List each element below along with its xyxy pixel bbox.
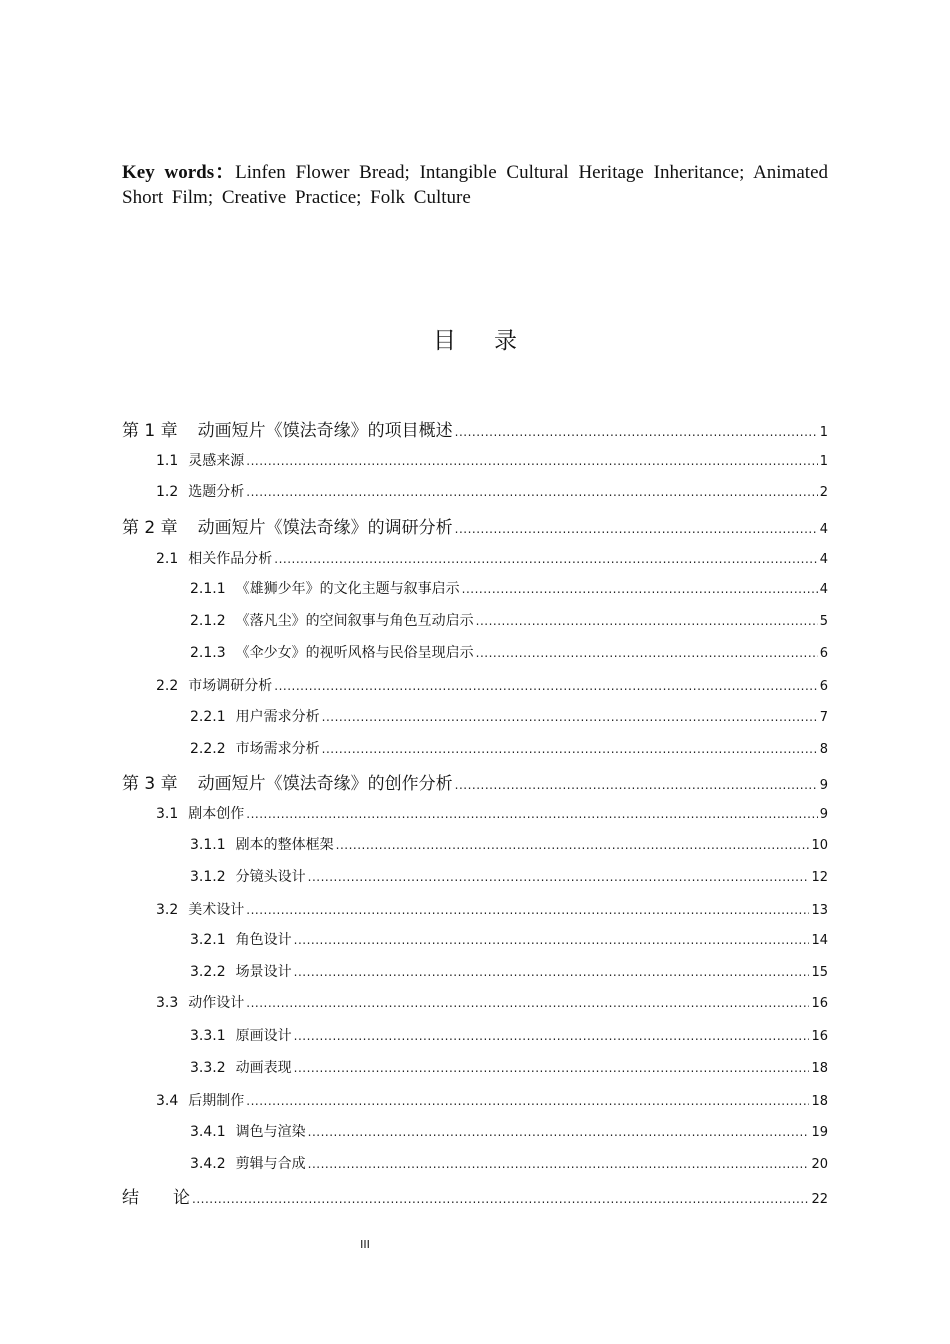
toc-entry-number: 3.2.1 [190, 932, 226, 948]
toc-entry-title: 动画短片《馍法奇缘》的创作分析 [197, 774, 453, 794]
toc-entry-number: 3.3.2 [190, 1060, 226, 1076]
toc-entry-2-1[interactable] [156, 548, 828, 568]
toc-dot-leader [294, 1061, 810, 1075]
toc-dot-leader [455, 778, 818, 792]
toc-entry-title: 剪辑与合成 [235, 1156, 306, 1172]
toc-entry-number: 2.1.3 [190, 645, 226, 661]
toc-entry-title: 动画短片《馍法奇缘》的项目概述 [197, 421, 453, 441]
toc-dot-leader [455, 425, 818, 439]
toc-entry-page: 20 [811, 1157, 828, 1172]
toc-entry-page: 18 [811, 1094, 828, 1109]
toc-dot-leader [246, 454, 817, 468]
toc-entry-3-3-1[interactable] [190, 1025, 828, 1045]
toc-entry-page: 9 [819, 807, 828, 822]
toc-entry-page: 6 [819, 646, 828, 661]
toc-dot-leader [246, 485, 817, 499]
toc-dot-leader [455, 522, 818, 536]
toc-entry-title: 市场调研分析 [188, 678, 273, 694]
toc-entry-number: 2.1.1 [190, 581, 226, 597]
toc-entry-page: 5 [819, 614, 828, 629]
toc-dot-leader [294, 1029, 810, 1043]
toc-dot-leader [274, 679, 817, 693]
toc-dot-leader [308, 870, 810, 884]
toc-entry-title: 原画设计 [235, 1028, 292, 1044]
toc-entry-page: 16 [811, 996, 828, 1011]
toc-entry-3-3[interactable] [156, 992, 828, 1012]
toc-entry-title: 动画表现 [235, 1060, 292, 1076]
toc-entry-3-1-2[interactable] [190, 866, 828, 886]
toc-entry-number: 2.1 [156, 551, 179, 567]
page-number: III [360, 1238, 370, 1251]
toc-entry-title: 市场需求分析 [235, 741, 320, 757]
toc-entry-title: 调色与渲染 [235, 1124, 306, 1140]
toc-dot-leader [308, 1157, 810, 1171]
keywords-text: Linfen Flower Bread; Intangible Cultural Heritage Inheritance; Animated Short Film; Creative Practice; Folk Culture [122, 162, 829, 208]
keywords-paragraph [122, 160, 828, 210]
toc-entry-number: 第 2 章 [122, 518, 178, 538]
toc-title: 目录 [433, 328, 555, 354]
toc-entry-title: 《落凡尘》的空间叙事与角色互动启示 [235, 613, 474, 629]
toc-entry-3-3-2[interactable] [190, 1057, 828, 1077]
toc-entry-title: 分镜头设计 [235, 869, 306, 885]
toc-entry-page: 4 [819, 582, 828, 597]
toc-entry-page: 12 [811, 870, 828, 885]
toc-entry-3-2[interactable] [156, 899, 828, 919]
toc-entry-2-2-1[interactable] [190, 706, 828, 726]
toc-entry-page: 2 [819, 485, 828, 500]
toc-entry-title: 结论 [122, 1188, 224, 1208]
toc-dot-leader [476, 646, 818, 660]
toc-entry-3-1[interactable] [156, 803, 828, 823]
toc-entry-title: 《伞少女》的视听风格与民俗呈现启示 [235, 645, 474, 661]
toc-entry-number: 3.1 [156, 806, 179, 822]
toc-entry-title: 相关作品分析 [188, 551, 273, 567]
toc-entry-conclusion[interactable] [122, 1183, 828, 1208]
toc-entry-page: 16 [811, 1029, 828, 1044]
toc-entry-page: 9 [819, 778, 828, 793]
toc-entry-2-2[interactable] [156, 675, 828, 695]
toc-dot-leader [322, 710, 818, 724]
toc-entry-number: 3.4.1 [190, 1124, 226, 1140]
toc-entry-3-4[interactable] [156, 1090, 828, 1110]
toc-entry-page: 13 [811, 903, 828, 918]
toc-entry-2-1-3[interactable] [190, 642, 828, 662]
toc-entry-number: 3.3.1 [190, 1028, 226, 1044]
toc-entry-title: 剧本的整体框架 [235, 837, 334, 853]
toc-entry-title: 剧本创作 [188, 806, 245, 822]
toc-entry-number: 2.2 [156, 678, 179, 694]
toc-entry-title: 选题分析 [188, 484, 245, 500]
toc-dot-leader [294, 933, 810, 947]
toc-entry-3-1-1[interactable] [190, 834, 828, 854]
toc-entry-page: 1 [819, 454, 828, 469]
toc-dot-leader [294, 965, 810, 979]
toc-entry-title: 《雄狮少年》的文化主题与叙事启示 [235, 581, 460, 597]
toc-entry-2-1-1[interactable] [190, 578, 828, 598]
toc-entry-title: 美术设计 [188, 902, 245, 918]
toc-entry-page: 1 [819, 425, 828, 440]
toc-entry-page: 4 [819, 552, 828, 567]
toc-entry-number: 2.1.2 [190, 613, 226, 629]
toc-entry-chapter-1[interactable] [122, 416, 828, 441]
toc-entry-2-2-2[interactable] [190, 738, 828, 758]
toc-dot-leader [462, 582, 818, 596]
toc-entry-title: 后期制作 [188, 1093, 245, 1109]
toc-entry-number: 1.2 [156, 484, 179, 500]
toc-entry-title: 灵感来源 [188, 453, 245, 469]
toc-entry-title: 动作设计 [188, 995, 245, 1011]
toc-entry-number: 3.2.2 [190, 964, 226, 980]
toc-dot-leader [336, 838, 810, 852]
toc-entry-page: 19 [811, 1125, 828, 1140]
toc-entry-number: 3.1.2 [190, 869, 226, 885]
toc-dot-leader [246, 1094, 809, 1108]
toc-entry-page: 14 [811, 933, 828, 948]
toc-entry-page: 18 [811, 1061, 828, 1076]
toc-entry-chapter-3[interactable] [122, 769, 828, 794]
toc-entry-page: 4 [819, 522, 828, 537]
toc-entry-3-2-2[interactable] [190, 961, 828, 981]
toc-dot-leader [192, 1192, 809, 1206]
toc-entry-number: 3.3 [156, 995, 179, 1011]
toc-entry-title: 场景设计 [235, 964, 292, 980]
toc-dot-leader [246, 903, 809, 917]
toc-entry-number: 3.2 [156, 902, 179, 918]
toc-entry-number: 3.4 [156, 1093, 179, 1109]
toc-entry-number: 2.2.1 [190, 709, 226, 725]
toc-entry-page: 7 [819, 710, 828, 725]
toc-entry-1-1[interactable] [156, 450, 828, 470]
toc-entry-number: 3.1.1 [190, 837, 226, 853]
toc-entry-number: 第 3 章 [122, 774, 178, 794]
toc-dot-leader [246, 807, 817, 821]
toc-entry-page: 22 [811, 1192, 828, 1207]
toc-entry-number: 第 1 章 [122, 421, 178, 441]
toc-entry-page: 10 [811, 838, 828, 853]
toc-entry-number: 2.2.2 [190, 741, 226, 757]
toc-entry-3-4-1[interactable] [190, 1121, 828, 1141]
toc-entry-3-4-2[interactable] [190, 1153, 828, 1173]
toc-entry-title: 动画短片《馍法奇缘》的调研分析 [197, 518, 453, 538]
toc-entry-title: 用户需求分析 [235, 709, 320, 725]
toc-entry-page: 6 [819, 679, 828, 694]
toc-dot-leader [322, 742, 818, 756]
toc-dot-leader [274, 552, 817, 566]
toc-entry-title: 角色设计 [235, 932, 292, 948]
toc-entry-3-2-1[interactable] [190, 929, 828, 949]
toc-entry-1-2[interactable] [156, 481, 828, 501]
toc-entry-page: 8 [819, 742, 828, 757]
toc-entry-number: 3.4.2 [190, 1156, 226, 1172]
toc-entry-page: 15 [811, 965, 828, 980]
toc-entry-2-1-2[interactable] [190, 610, 828, 630]
keywords-label: Key words： [122, 162, 236, 183]
toc-dot-leader [308, 1125, 810, 1139]
toc-dot-leader [246, 996, 809, 1010]
toc-entry-number: 1.1 [156, 453, 179, 469]
toc-entry-chapter-2[interactable] [122, 513, 828, 538]
toc-dot-leader [476, 614, 818, 628]
